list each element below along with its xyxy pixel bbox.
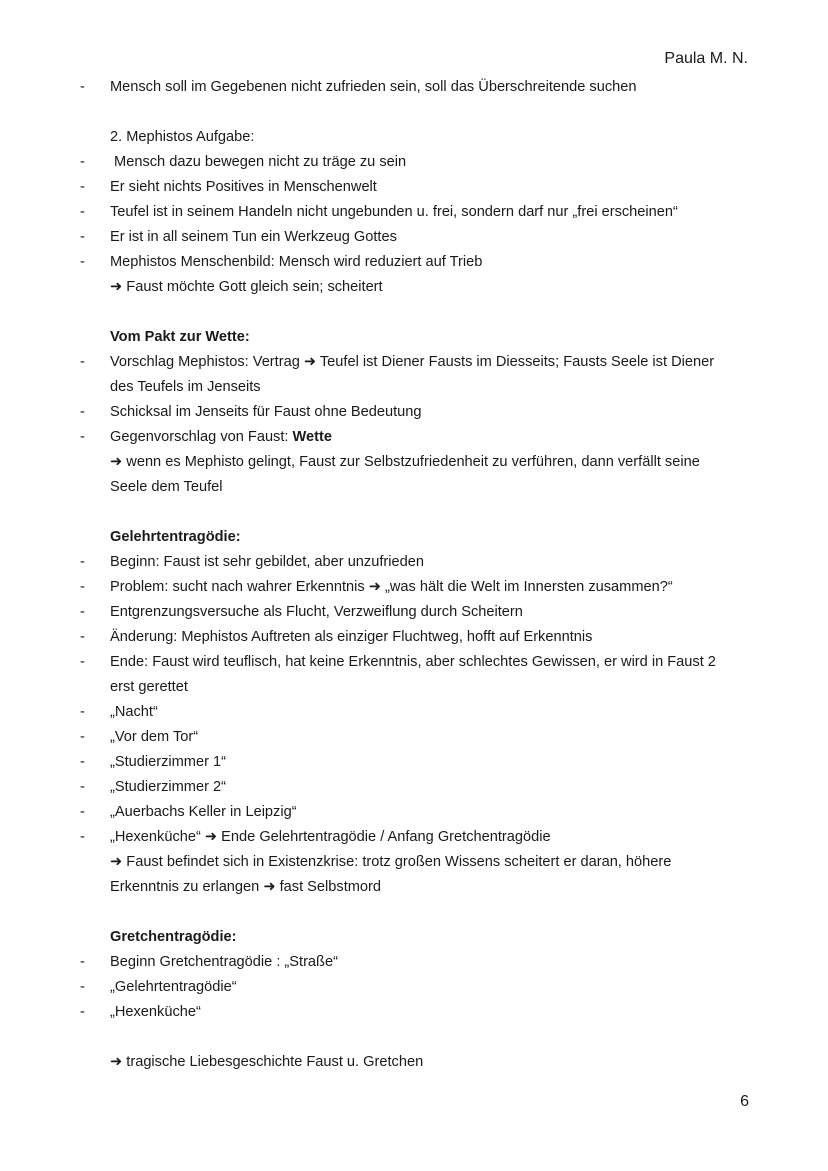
bullet-item: [80, 200, 760, 225]
bullet-item: [80, 175, 760, 200]
bullet-item: [80, 400, 760, 425]
bullet-item: [80, 975, 760, 1000]
bullet-item: [80, 550, 760, 575]
line-text: „Vor dem Tor“: [110, 729, 199, 745]
bullet-item: [80, 225, 760, 250]
page-number: 6: [740, 1093, 749, 1110]
line-text: Erkenntnis zu erlangen ➜ fast Selbstmord: [110, 879, 381, 895]
line-text: Ende: Faust wird teuflisch, hat keine Erkenntnis, aber schlechtes Gewissen, er wird in Faust 2: [110, 654, 716, 670]
section-heading: [80, 925, 760, 950]
text-line: [80, 375, 760, 400]
bullet-item: [80, 600, 760, 625]
bullet-item: [80, 425, 760, 450]
line-text: Gretchentragödie:: [110, 929, 237, 945]
line-text: Mensch soll im Gegebenen nicht zufrieden sein, soll das Überschreitende suchen: [110, 79, 637, 95]
line-text: „Gelehrtentragödie“: [110, 979, 237, 995]
line-text: Gegenvorschlag von Faust:: [110, 429, 293, 445]
line-text: Mephistos Menschenbild: Mensch wird reduziert auf Trieb: [110, 254, 483, 270]
line-text: ➜ wenn es Mephisto gelingt, Faust zur Selbstzufriedenheit zu verführen, dann verfällt seine: [110, 454, 700, 470]
document-body: [80, 75, 760, 1075]
line-text: Schicksal im Jenseits für Faust ohne Bedeutung: [110, 404, 422, 420]
bullet-item: [80, 150, 760, 175]
line-text: „Hexenküche“: [110, 1004, 201, 1020]
bullet-item: [80, 1000, 760, 1025]
line-text: „Nacht“: [110, 704, 158, 720]
line-text: Entgrenzungsversuche als Flucht, Verzweiflung durch Scheitern: [110, 604, 523, 620]
blank-line: [80, 300, 760, 325]
line-text: Er sieht nichts Positives in Menschenwelt: [110, 179, 377, 195]
text-line: [80, 475, 760, 500]
line-text: Teufel ist in seinem Handeln nicht ungebunden u. frei, sondern darf nur „frei erscheinen“: [110, 204, 678, 220]
blank-line: [80, 900, 760, 925]
bullet-item: [80, 575, 760, 600]
author-name: Paula M. N.: [664, 50, 748, 67]
line-text: Vom Pakt zur Wette:: [110, 329, 250, 345]
line-text: 2. Mephistos Aufgabe:: [110, 129, 255, 145]
section-heading: [80, 325, 760, 350]
bullet-item: [80, 350, 760, 375]
line-text: Beginn Gretchentragödie : „Straße“: [110, 954, 338, 970]
blank-line: [80, 100, 760, 125]
line-text: Er ist in all seinem Tun ein Werkzeug Gottes: [110, 229, 397, 245]
bullet-item: [80, 725, 760, 750]
bullet-item: [80, 75, 760, 100]
line-text: „Studierzimmer 1“: [110, 754, 226, 770]
text-line: [80, 875, 760, 900]
blank-line: [80, 1025, 760, 1050]
text-line: [80, 850, 760, 875]
line-text: Änderung: Mephistos Auftreten als einziger Fluchtweg, hofft auf Erkenntnis: [110, 629, 593, 645]
line-text: ➜ Faust befindet sich in Existenzkrise: trotz großen Wissens scheitert er daran, höhere: [110, 854, 672, 870]
text-line: [80, 1050, 760, 1075]
line-text: Seele dem Teufel: [110, 479, 223, 495]
bullet-item: [80, 825, 760, 850]
bullet-item: [80, 750, 760, 775]
text-line: [80, 125, 760, 150]
line-text: ➜ tragische Liebesgeschichte Faust u. Gretchen: [110, 1054, 424, 1070]
text-line: [80, 675, 760, 700]
line-text: erst gerettet: [110, 679, 188, 695]
bullet-item: [80, 250, 760, 275]
line-text: „Studierzimmer 2“: [110, 779, 226, 795]
text-line: [80, 450, 760, 475]
bullet-item: [80, 950, 760, 975]
line-text: „Hexenküche“ ➜ Ende Gelehrtentragödie / Anfang Gretchentragödie: [110, 829, 551, 845]
line-text: Problem: sucht nach wahrer Erkenntnis ➜ „was hält die Welt im Innersten zusammen?“: [110, 579, 673, 595]
bullet-item: [80, 700, 760, 725]
line-text: Mensch dazu bewegen nicht zu träge zu sein: [110, 154, 407, 170]
bullet-item: [80, 775, 760, 800]
bullet-item: [80, 625, 760, 650]
section-heading: [80, 525, 760, 550]
emphasis-text: Wette: [292, 429, 332, 445]
blank-line: [80, 500, 760, 525]
bullet-item: [80, 800, 760, 825]
line-text: Vorschlag Mephistos: Vertrag ➜ Teufel ist Diener Fausts im Diesseits; Fausts Seele ist Diener: [110, 354, 715, 370]
line-text: ➜ Faust möchte Gott gleich sein; scheitert: [110, 279, 383, 295]
line-text: des Teufels im Jenseits: [110, 379, 261, 395]
line-text: Gelehrtentragödie:: [110, 529, 241, 545]
bullet-item: [80, 650, 760, 675]
line-text: Beginn: Faust ist sehr gebildet, aber unzufrieden: [110, 554, 424, 570]
line-text: „Auerbachs Keller in Leipzig“: [110, 804, 297, 820]
text-line: [80, 275, 760, 300]
